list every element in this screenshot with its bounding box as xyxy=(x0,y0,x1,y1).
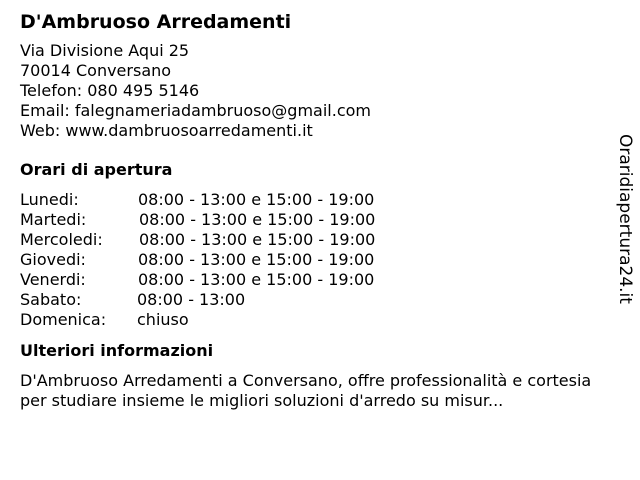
time-value: 08:00 - 13:00 e 15:00 - 19:00 xyxy=(139,230,376,249)
day-label: Giovedi: xyxy=(20,250,86,269)
info-heading: Ulteriori informazioni xyxy=(20,341,214,360)
day-label: Martedi: xyxy=(20,210,87,229)
time-value: 08:00 - 13:00 xyxy=(137,290,246,309)
brand-watermark xyxy=(612,134,636,310)
hours-row-sunday xyxy=(20,310,610,330)
hours-heading: Orari di apertura xyxy=(20,160,173,179)
time-value: 08:00 - 13:00 e 15:00 - 19:00 xyxy=(138,250,375,269)
time-value: 08:00 - 13:00 e 15:00 - 19:00 xyxy=(138,270,375,289)
hours-row-saturday xyxy=(20,290,610,310)
time-value: 08:00 - 13:00 e 15:00 - 19:00 xyxy=(139,210,376,229)
phone-line: Telefon: 080 495 5146 xyxy=(20,81,200,100)
brand-watermark-text: Oraridiapertura24.it xyxy=(615,134,635,304)
hours-row-friday xyxy=(20,270,610,290)
business-name: D'Ambruoso Arredamenti xyxy=(20,11,292,33)
day-label: Mercoledi: xyxy=(20,230,103,249)
info-description: D'Ambruoso Arredamenti a Conversano, offre professionalità e cortesia per studiare insieme le migliori soluzioni d'arredo su misur... xyxy=(20,371,592,410)
hours-row-wednesday xyxy=(20,230,610,250)
hours-table xyxy=(20,190,610,330)
web-line: Web: www.dambruosoarredamenti.it xyxy=(20,121,313,140)
city-line: 70014 Conversano xyxy=(20,61,172,80)
address-line: Via Divisione Aqui 25 xyxy=(20,41,190,60)
day-label: Domenica: xyxy=(20,310,107,329)
time-value: 08:00 - 13:00 e 15:00 - 19:00 xyxy=(138,190,375,209)
business-card xyxy=(20,10,610,411)
hours-row-monday xyxy=(20,190,610,210)
day-label: Venerdi: xyxy=(20,270,86,289)
contact-block xyxy=(20,41,610,141)
day-label: Sabato: xyxy=(20,290,82,309)
hours-row-tuesday xyxy=(20,210,610,230)
hours-row-thursday xyxy=(20,250,610,270)
time-value: chiuso xyxy=(137,310,189,329)
email-line: Email: falegnameriadambruoso@gmail.com xyxy=(20,101,371,120)
day-label: Lunedi: xyxy=(20,190,79,209)
